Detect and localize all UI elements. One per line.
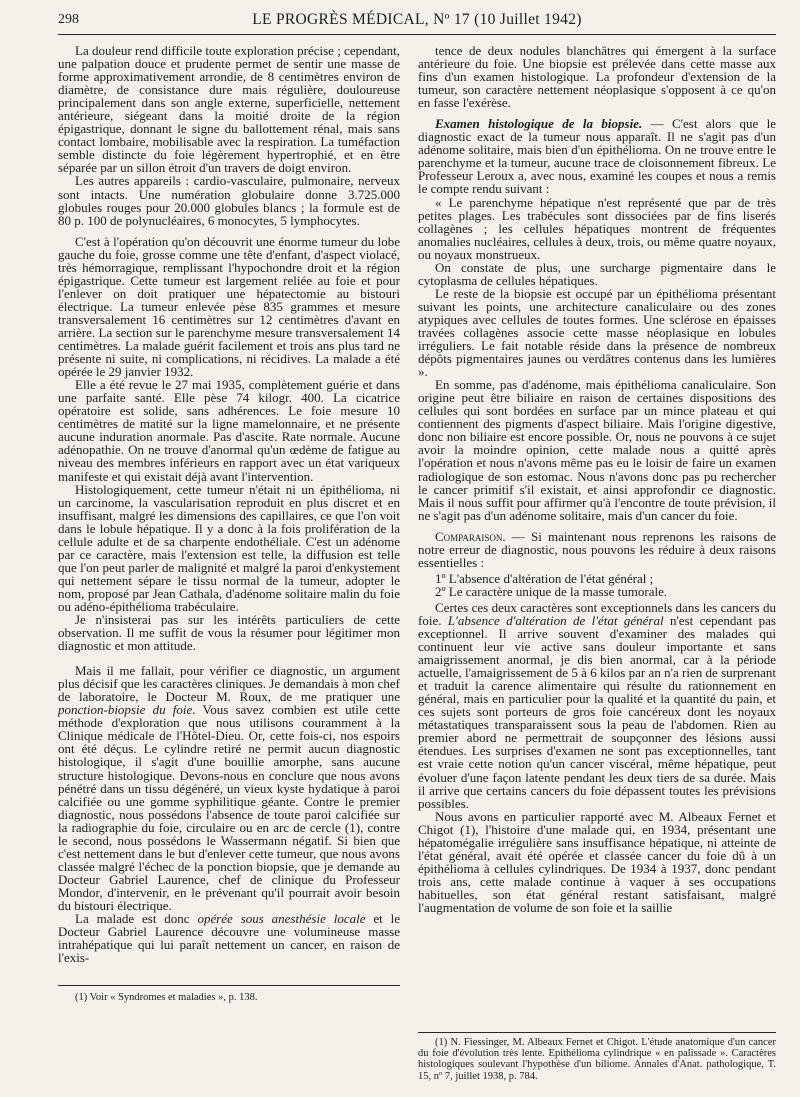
paragraph: tence de deux nodules blanchâtres qui émergent à la surface antérieure du foie. Une biopsie est prélevée dans cette masse aux fins d'un examen histologique. La profondeur d'extension de la tumeur, son caractère nettement néoplasique s'opposent à ce qu'on en fasse l'exérèse.	[418, 43, 776, 111]
running-title: LE PROGRÈS MÉDICAL, Nº 17 (10 Juillet 1942)	[252, 11, 582, 28]
paragraph: En somme, pas d'adénome, mais épithélioma canaliculaire. Son origine peut être biliaire en raison de certaines dispositions des cellules qui sont bordées en surface par un mince plateau et qui contiennent des pigments d'aspect biliaire. Mais l'origine digestive, donc non biliaire est encore possible. Or, nous ne pouvons à ce sujet avoir la moindre opinion, cette malade nous a quitté après l'opération et nous n'avons même pas eu le loisir de faire un examen radiologique de son estomac. Nous n'avons donc pas pu rechercher le cancer primitif s'il existait, et ainsi approfondir ce diagnostic. Mais il nous suffit pour affirmer qu'à l'encontre de toute prévision, il ne s'agit pas d'un adénome solitaire, mais d'un cancer du foie.	[418, 377, 776, 523]
emphasis: L'absence d'altération de l'état général	[447, 612, 664, 628]
paragraph: Histologiquement, cette tumeur n'était ni un épithélioma, ni un carcinome, la vascularisation reproduit en plus discret et en insuffisant, malgré les dimensions des capillaires, ce que l'on voit dans le lobule hépatique. Il y a donc à la fois prolifération de la cellule adulte et de sa charpente endothéliale. C'est un adénome par ce caractère, mais l'extension est telle, la diffusion est telle que l'on peut parler de malignité et malgré la paroi d'enkystement qui nettement sépare le tissu normal de la tumeur, adopter le nom, proposé par Jean Cathala, d'adénome solitaire malin du foie ou adéno-épithélioma trabéculaire.	[58, 481, 400, 614]
section-heading: Comparaison.	[435, 528, 506, 544]
paragraph: Le reste de la biopsie est occupé par un épithélioma présentant suivant les points, une architecture canaliculaire ou des zones atypiques avec cellules de toutes formes. Une sclérose en épaisses travées collagènes associe cette masse néoplasique en lobules irréguliers. Le fait notable réside dans la présence de nombreux dépôts pigmentaires jaunes ou verdâtres contenus dans les lumières ».	[418, 285, 776, 380]
emphasis: ponction-biopsie du foie	[58, 702, 193, 718]
paragraph: C'est à l'opération qu'on découvrit une énorme tumeur du lobe gauche du foie, grosse comme une tête d'enfant, d'aspect violacé, très hémorragique, remplissant l'hypochondre droit et la région épigastrique. Cette tumeur est largement reliée au foie et pour l'enlever on doit pratiquer une hépatectomie au bistouri électrique. La tumeur enlevée pèse 835 grammes et mesure transversalement 16 centimètres sur 12 centimètres d'avant en arrière. La section sur le parenchyme mesure transversalement 14 centimètres. La malade guérit facilement et trois ans plus tard ne présente ni suite, ni complications, ni récidives. La malade a été opérée le 29 janvier 1932.	[58, 233, 400, 380]
page-header	[58, 8, 776, 35]
footnote: (1) N. Fiessinger, M. Albeaux Fernet et Chigot. L'étude anatomique d'un cancer du foie d'évolution très lente. Epithélioma cylindrique « en palissade ». Caractères histologiques soulevant l'hypothèse d'un biliome. Annales d'Anat. pathologique, T. 15, nº 7, juillet 1938, p. 784.	[418, 1037, 776, 1082]
paragraph: La douleur rend difficile toute exploration précise ; cependant, une palpation douce et prudente permet de sentir une masse de forme approximativement arrondie, de 8 centimètres environ de diamètre, de consistance dure mais régulière, douloureuse principalement dans son angle externe, superficielle, nettement antérieure, siégeant dans la moitié droite de la région épigastrique, donnant le signe du ballottement rénal, mais sans contact lombaire, mobilisable avec la respiration. La tuméfaction semble distincte du foie légèrement hypertrophié, et en être séparée par un sillon étroit d'un travers de doigt environ.	[58, 43, 400, 176]
paragraph: On constate de plus, une surcharge pigmentaire dans le cytoplasma de cellules hépatiques.	[418, 259, 776, 288]
footnote: (1) Voir « Syndromes et maladies », p. 138.	[75, 992, 258, 1003]
paragraph: Elle a été revue le 27 mai 1935, complètement guérie et dans une parfaite santé. Elle pèse 74 kilogr. 400. La cicatrice opératoire est solide, sans adhérences. Le foie mesure 10 centimètres de matité sur la ligne mamelonnaire, et ne présente aucune induration anormale. Pas d'ascite. Rate normale. Aucune adénopathie. On ne trouve d'anormal qu'un œdème de fatigue au niveau des membres inférieurs en rapport avec un état variqueux manifeste et qui existait déjà avant l'intervention.	[58, 377, 400, 484]
reasons-list	[418, 572, 776, 598]
list-item: 1º L'absence d'altération de l'état général ;	[435, 570, 654, 586]
paragraph: Certes ces deux caractères sont exceptionnels dans les cancers du foie. L'absence d'altération de l'état général n'est cependant pas exceptionnel. Il arrive souvent d'examiner des malades qui continuent leur vie active sans douleur importante et sans amaigrissement anormal, je dis bien anormal, car à la période actuelle, l'amaigrissement de 5 à 6 kilos par an n'a rien de surprenant et traduit la carence alimentaire qui résulte du rationnement en général, mais en particulier pour la qualité et la quantité du pain, et ces sujets sont porteurs de gros foie cancéreux dont les noyaux métastatiques transparaissent sous la peau de l'abdomen. Rien au premier abord ne permettrait de soupçonner des lésions aussi étendues. Les surprises d'examen ne sont pas exceptionnelles, tant est vraie cette notion qu'un cancer viscéral, même hépatique, peut évoluer d'une façon latente pendant les deux tiers de sa durée. Mais il arrive que certains cancers du foie dépassent toutes les prévisions possibles.	[418, 599, 776, 811]
paragraph: Mais il me fallait, pour vérifier ce diagnostic, un argument plus décisif que les caractères cliniques. Je demandais à mon chef de laboratoire, le Docteur M. Roux, de me pratiquer une ponction-biopsie du foie. Vous savez combien est utile cette méthode d'exploration que nous utilisons couramment à la Clinique médicale de l'Hôtel-Dieu. Or, cette fois-ci, nos espoirs ont été déçus. Le cylindre retiré ne permit aucun diagnostic histologique, il s'agit d'une bouillie amorphe, sans aucune structure histologique. Devons-nous en conclure que nous avons pénétré dans un tissu dégénéré, un vieux kyste hydatique à paroi calcifiée ou une gomme syphilitique géante. Contre le premier diagnostic, nous possédons l'absence de toute paroi calcifiée sur la radiographie du foie, circulaire ou en arc de cercle (1), contre le second, nous possédons le Wassermann négatif. Si bien que c'est nettement dans le but d'enlever cette tumeur, que nous avons classée malgré l'échec de la ponction biopsie, que je demande au Docteur Gabriel Laurence, chef de clinique du Professeur Mondor, d'intervenir, en le prévenant qu'il pourrait avoir besoin du bistouri électrique.	[58, 663, 400, 913]
list-item: 2º Le caractère unique de la masse tumorale.	[435, 583, 668, 599]
paragraph: Je n'insisterai pas sur les intérêts particuliers de cette observation. Il me suffit de vous la résumer pour légitimer mon diagnostic et mon attitude.	[58, 612, 400, 654]
page-number: 298	[58, 12, 79, 27]
right-column	[418, 44, 776, 914]
left-column	[58, 44, 400, 964]
paragraph: « Le parenchyme hépatique n'est représenté que par de très petites plages. Les trabécules sont dissociées par de fins liserés collagènes ; les cellules hépatiques montrent de fréquentes anomalies nucléaires, cellules à deux, trois, ou même quatre noyaux, ou noyaux monstrueux.	[418, 194, 776, 262]
paragraph: Comparaison. — Si maintenant nous reprenons les raisons de notre erreur de diagnostic, nous pouvons les réduire à deux raisons essentielles :	[418, 528, 776, 570]
section-heading: Examen histologique de la biopsie.	[435, 116, 643, 132]
paragraph: La malade est donc opérée sous anesthésie locale et le Docteur Gabriel Laurence découvre une volumineuse masse intrahépatique qui lui paraît nettement un cancer, en raison de l'exis-	[58, 911, 400, 966]
footnote-divider	[58, 985, 400, 986]
paragraph: Les autres appareils : cardio-vasculaire, pulmonaire, nerveux sont intacts. Une numération globulaire donne 3.725.000 globules rouges pour 20.000 globules blancs ; la formule est de 80 p. 100 de polynucléaires, 6 monocytes, 5 lymphocytes.	[58, 173, 400, 228]
paragraph: Nous avons en particulier rapporté avec M. Albeaux Fernet et Chigot (1), l'histoire d'une malade qui, en 1934, présentant une hépatomégalie irrégulière sans insuffisance hépatique, ni atteinte de l'état général, avait été opérée et classée cancer du foie dû à un épithélioma à cellules cylindriques. De 1934 à 1937, donc pendant trois ans, cette malade continue à vaquer à ses occupations habituelles, son état général restant satisfaisant, malgré l'augmentation de volume de son foie et la saillie	[418, 808, 776, 915]
paragraph: Examen histologique de la biopsie. — C'est alors que le diagnostic exact de la tumeur nous apparaît. Il ne s'agit pas d'un adénome solitaire, mais bien d'un épithélioma. On ne trouve entre le parenchyme et la tumeur, aucune trace de cloisonnement fibreux. Le Professeur Leroux a, avec nous, examiné les coupes et nous a remis le compte rendu suivant :	[418, 116, 776, 197]
footnote-divider	[418, 1032, 776, 1033]
emphasis: opérée sous anesthésie locale	[197, 911, 366, 927]
